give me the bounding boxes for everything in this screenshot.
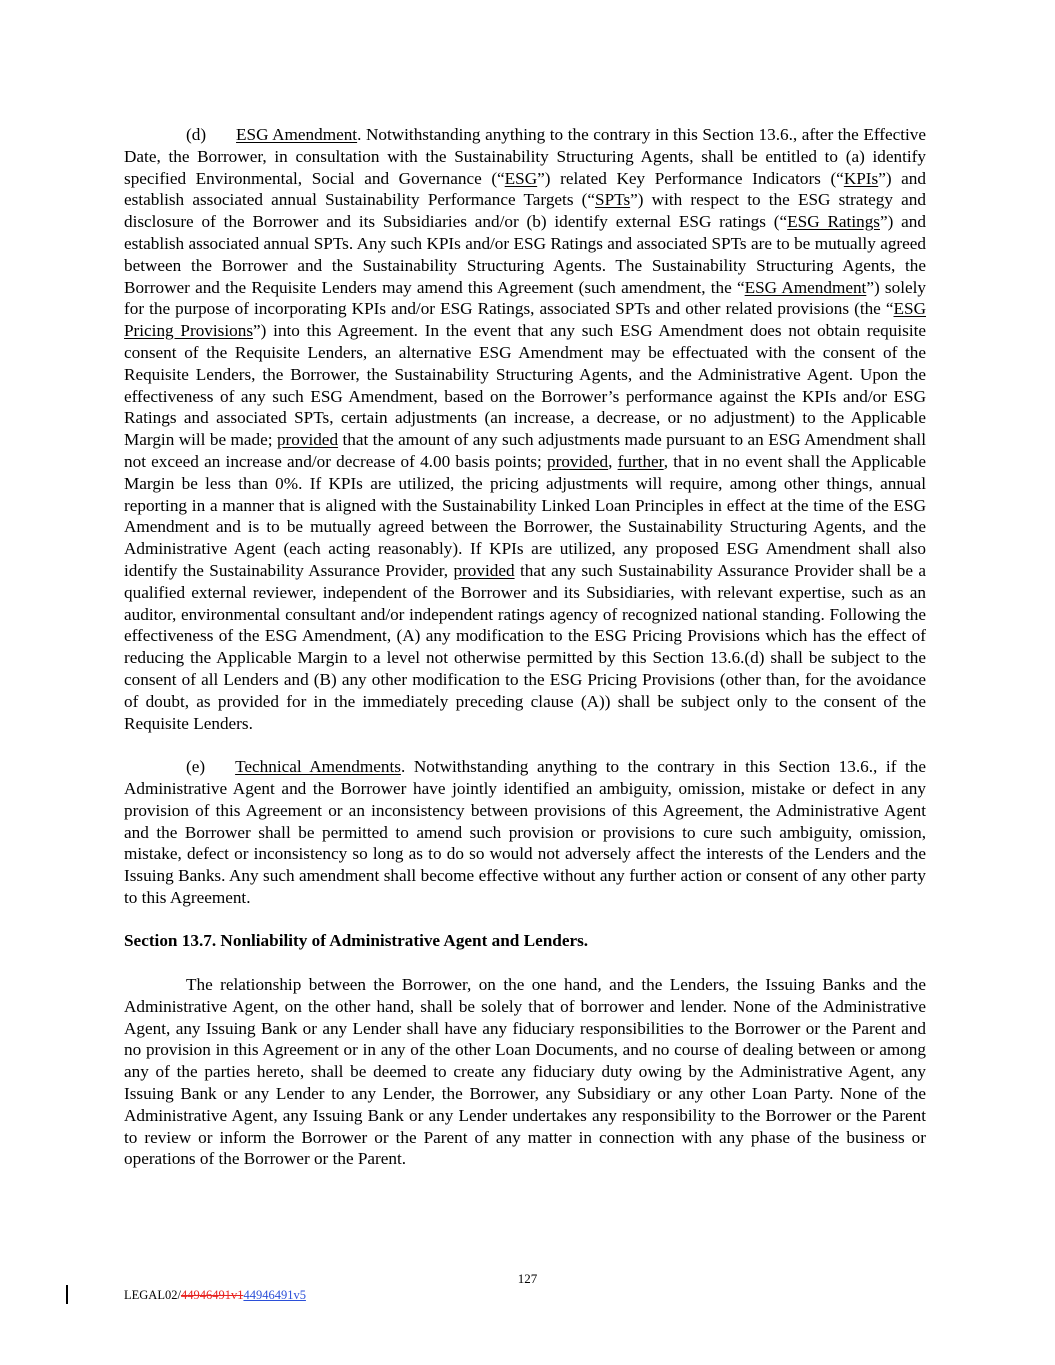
- footer-deleted-version: 44946491v1: [180, 1288, 244, 1302]
- defined-term-esg-pricing-provisions: ESG Pricing Provisions: [124, 299, 926, 341]
- clause-marker-d: (d): [186, 125, 207, 144]
- clause-marker-e: (e): [186, 757, 206, 777]
- footer-prefix: LEGAL02/: [124, 1288, 181, 1302]
- paragraph-nonliability: The relationship between the Borrower, on the one hand, and the Lenders, the Issuing Banks and the Administrative Agent, on the other hand, shall be solely that of borrower and lender. None of the Administrative Agent, any Issuing Bank or any Lender shall have any fiduciary responsibilities to the Borrower or the Parent and no provision in this Agreement or in any of the other Loan Documents, and no course of dealing between or among any of the parties hereto, shall be deemed to create any fiduciary duty owing by the Administrative Agent, any Issuing Bank or any Lender to any Lender, the Borrower, any Subsidiary or any other Loan Party. None of the Administrative Agent, any Issuing Bank or any Lender undertakes any responsibility to the Borrower or the Parent to review or inform the Borrower or the Parent of any matter in connection with any phase of the business or operations of the Borrower or the Parent.: [124, 975, 926, 1169]
- defined-term-spts: SPTs: [595, 190, 631, 210]
- term-provided: provided: [276, 430, 339, 450]
- term-further: further: [617, 451, 664, 471]
- paragraph-technical-amendments: (e) Technical Amendments. Notwithstanding anything to the contrary in this Section 13.6., if the Administrative Agent and the Borrower have jointly identified an ambiguity, omission, mistake or defect in any provision of this Agreement or an inconsistency between provisions of this Agreement, the Administrative Agent and the Borrower shall be permitted to amend such provision or provisions to cure such ambiguity, omission, mistake, defect or inconsistency so long as to do so would not adversely affect the interests of the Lenders and the Issuing Banks. Any such amendment shall become effective without any further action or consent of any other party to this Agreement.: [124, 757, 927, 907]
- defined-term-esg: ESG: [504, 168, 538, 188]
- defined-term-esg-amendment: ESG Amendment: [744, 277, 867, 297]
- clause-heading-esg-amendment: ESG Amendment: [236, 125, 358, 144]
- clause-heading-technical-amendments: Technical Amendments: [235, 757, 401, 777]
- document-footer-id: [124, 1288, 306, 1303]
- footer-inserted-version: 44946491v5: [243, 1288, 306, 1302]
- page-number: 127: [517, 1271, 538, 1286]
- document-body: [124, 124, 926, 1192]
- defined-term-esg-ratings: ESG Ratings: [787, 212, 880, 232]
- defined-term-kpis: KPIs: [843, 168, 879, 188]
- revision-change-bar: [66, 1285, 68, 1304]
- term-provided: provided: [453, 560, 515, 580]
- paragraph-esg-amendment: (d) ESG Amendment. Notwithstanding anything to the contrary in this Section 13.6., after the Effective Date, the Borrower, in consultation with the Sustainability Structuring Agents, shall be entitled to (a) identify specified Environmental, Social and Governance (“ESG”) related Key Performance Indicators (“KPIs”) and establish associated annual Sustainability Performance Targets (“SPTs”) with respect to the ESG strategy and disclosure of the Borrower and its Subsidiaries and/or (b) identify external ESG ratings (“ESG Ratings”) and establish associated annual SPTs. Any such KPIs and/or ESG Ratings and associated SPTs are to be mutually agreed between the Borrower and the Sustainability Structuring Agents. The Sustainability Structuring Agents, the Borrower and the Requisite Lenders may amend this Agreement (such amendment, the “ESG Amendment”) solely for the purpose of incorporating KPIs and/or ESG Ratings, associated SPTs and other related provisions (the “ESG Pricing Provisions”) into this Agreement. In the event that any such ESG Amendment does not obtain requisite consent of the Requisite Lenders, an alternative ESG Amendment may be effectuated with the consent of the Requisite Lenders, the Borrower, the Sustainability Structuring Agents, and the Administrative Agent. Upon the effectiveness of any such ESG Amendment, based on the Borrower’s performance against the KPIs and/or ESG Ratings and associated SPTs, certain adjustments (an increase, a decrease, or no adjustment) to the Applicable Margin will be made; provided that the amount of any such adjustments made pursuant to an ESG Amendment shall not exceed an increase and/or decrease of 4.00 basis points; provided, further, that in no event shall the Applicable Margin be less than 0%. If KPIs are utilized, the pricing adjustments will require, among other things, annual reporting in a manner that is aligned with the Sustainability Linked Loan Principles in effect at the time of the ESG Amendment and is to be mutually agreed between the Borrower, the Sustainability Structuring Agents, and the Administrative Agent (each acting reasonably). If KPIs are utilized, any proposed ESG Amendment shall also identify the Sustainability Assurance Provider, provided that any such Sustainability Assurance Provider shall be a qualified external reviewer, independent of the Borrower and its Subsidiaries, with relevant expertise, such as an auditor, environmental consultant and/or independent ratings agency of recognized national standing. Following the effectiveness of the ESG Amendment, (A) any modification to the ESG Pricing Provisions which has the effect of reducing the Applicable Margin to a level not otherwise permitted by this Section 13.6.(d) shall be subject to the consent of all Lenders and (B) any other modification to the ESG Pricing Provisions (other than, for the avoidance of doubt, as provided for in the immediately preceding clause (A)) shall be subject only to the consent of the Requisite Lenders.: [124, 125, 926, 733]
- term-provided: provided: [547, 451, 609, 471]
- section-heading-13-7: Section 13.7. Nonliability of Administrative Agent and Lenders.: [124, 931, 589, 951]
